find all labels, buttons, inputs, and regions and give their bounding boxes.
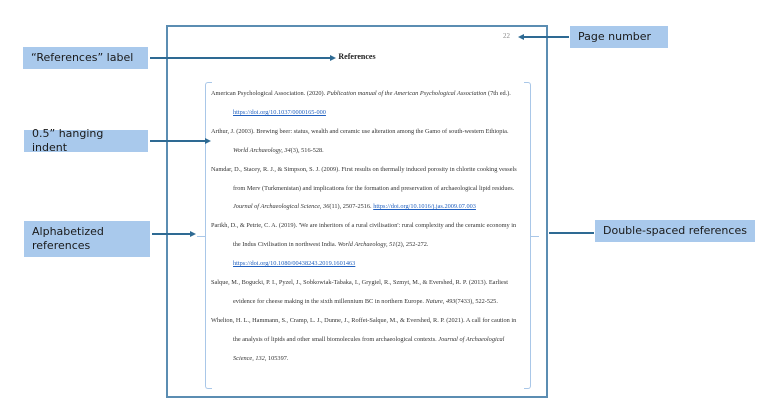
reference-entry [211, 274, 521, 312]
reference-text: (3), 516-528. [290, 146, 324, 154]
reference-text: Whelton, H. L., Hammann, S., Cramp, L. J., Dunne, J., Roffet-Salque, M., & Evershed, R. P. (2021). A call for caution in the analysis of lipids and other small biomolecules from archaeological contexts. [211, 316, 517, 343]
reference-text: (2), 252-272. [395, 241, 429, 249]
arrow-page-number [522, 36, 569, 38]
italic-source: Journal of Archaeological Science, 132 [233, 335, 505, 362]
document-page [166, 25, 548, 398]
arrow-hanging-indent [150, 140, 207, 142]
reference-entry [211, 217, 521, 274]
callout-references-label: “References” label [23, 47, 148, 69]
reference-entry [211, 85, 521, 123]
arrow-references-label [150, 57, 332, 59]
reference-text: Namdar, D., Stacey, R. J., & Simpson, S. J. (2009). First results on thermally induced porosity in chlorite cooking vessels from Merv (Turkmenistan) and implications for the formation and preservation of archaeological lipid residues. [211, 165, 517, 192]
reference-text: American Psychological Association. (2020). [211, 90, 327, 97]
arrow-double-spaced [549, 232, 594, 234]
doi-link[interactable]: https://doi.org/10.1080/00438243.2019.1601463 [233, 260, 356, 268]
callout-double-spaced: Double-spaced references [595, 220, 755, 242]
reference-entry [211, 161, 521, 218]
arrowhead-hanging-indent [205, 138, 211, 144]
reference-entry [211, 123, 521, 161]
callout-hanging-indent: 0.5” hanging indent [24, 130, 148, 152]
italic-source: Nature, 493 [425, 297, 456, 305]
arrowhead-page-number [518, 34, 524, 40]
reference-entry [211, 312, 521, 369]
arrowhead-references-label [330, 55, 336, 61]
right-bracket [524, 82, 531, 389]
arrow-alphabetized [152, 233, 192, 235]
reference-text: Parikh, D., & Petrie, C. A. (2019). 'We are inheritors of a rural civilisation': rural complexity and the ceramic economy in the Indus Civilisation in northwest India. [211, 222, 517, 249]
doi-link[interactable]: https://doi.org/10.1037/0000165-000 [233, 108, 326, 116]
callout-alphabetized: Alphabetized references [24, 221, 150, 257]
page-number: 22 [503, 32, 510, 40]
italic-source: World Archaeology, 51 [337, 241, 396, 249]
reference-text: Salque, M., Bogucki, P. I., Pyzel, J., Sobkowiak-Tabaka, I., Grygiel, R., Szmyt, M., & Evershed, R. P. (2013). Earliest evidence for cheese making in the sixth millennium BC in northern Europe. [211, 279, 509, 305]
arrowhead-alphabetized [190, 231, 196, 237]
reference-list [211, 85, 521, 369]
reference-text: (7th ed.). [486, 90, 511, 97]
callout-page-number: Page number [570, 26, 668, 48]
reference-text: , 105397. [264, 354, 289, 362]
italic-source: Journal of Archaeological Science, 36 [233, 203, 330, 211]
references-heading: References [338, 52, 376, 61]
reference-text: (11), 2507-2516. [329, 203, 374, 211]
doi-link[interactable]: https://doi.org/10.1016/j.jas.2009.07.003 [373, 203, 476, 211]
italic-source: World Archaeology, 34 [233, 146, 291, 154]
reference-text: (7433), 522-525. [455, 297, 498, 305]
italic-source: Publication manual of the American Psychological Association [326, 90, 487, 97]
reference-text: Arthur, J. (2003). Brewing beer: status, wealth and ceramic use alteration among the Gamo of south-western Ethiopia. [211, 127, 509, 135]
